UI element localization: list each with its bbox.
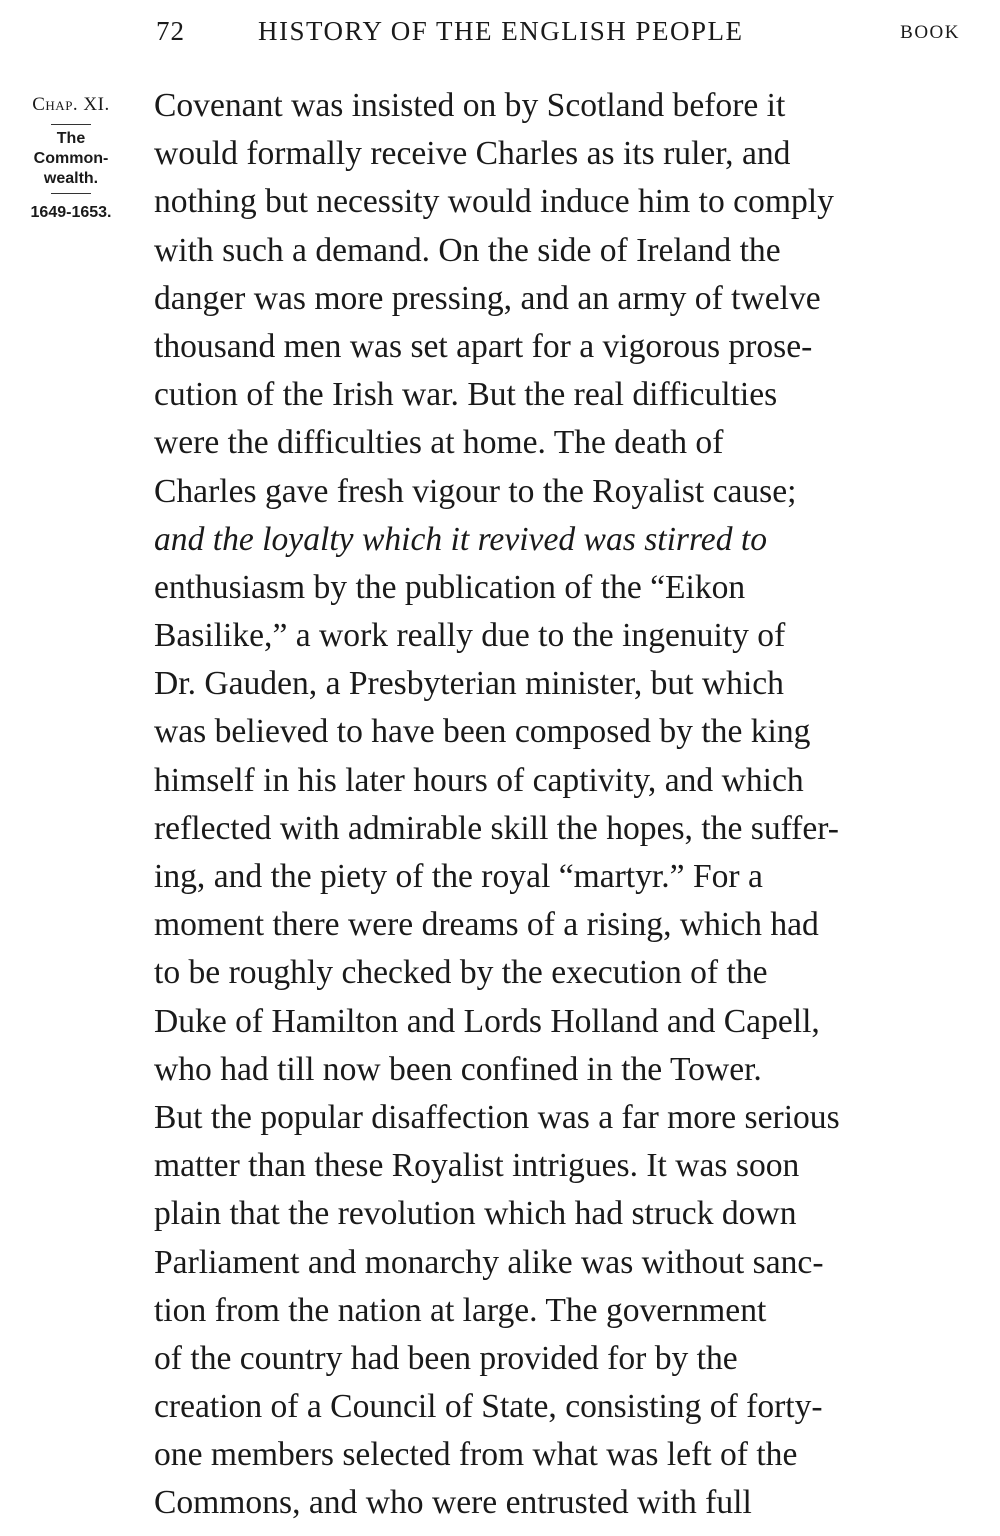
body-text xyxy=(154,82,960,1528)
margin-note xyxy=(0,90,142,224)
section-title xyxy=(0,129,142,189)
running-header xyxy=(0,12,1000,52)
section-title-line: Common- xyxy=(33,150,109,167)
text-line: of the country had been provided for by the xyxy=(154,1339,738,1377)
text-line: Duke of Hamilton and Lords Holland and Capell, xyxy=(154,1002,820,1040)
text-line: ing, and the piety of the royal “martyr.” For a xyxy=(154,858,763,895)
date-range: 1649-1653. xyxy=(30,204,112,221)
text-line: to be roughly checked by the execution of the xyxy=(154,954,768,992)
margin-rule xyxy=(51,124,91,125)
text-line: himself in his later hours of captivity, and which xyxy=(154,761,804,799)
text-line: nothing but necessity would induce him to comply xyxy=(154,183,834,221)
text-line: and the loyalty which it revived was stirred to xyxy=(154,520,768,558)
text-line: were the difficulties at home. The death of xyxy=(154,424,724,462)
text-line: one members selected from what was left of the xyxy=(154,1436,798,1474)
text-line: plain that the revolution which had struck down xyxy=(154,1195,797,1233)
text-line: Basilike,” a work really due to the ingenuity of xyxy=(154,617,786,655)
text-line: would formally receive Charles as its ruler, and xyxy=(154,135,791,173)
section-title-line: The xyxy=(56,130,86,147)
text-line: cution of the Irish war. But the real difficulties xyxy=(154,376,778,414)
book-label: BOOK xyxy=(900,22,960,43)
text-line: Dr. Gauden, a Presbyterian minister, but which xyxy=(154,665,784,703)
text-line: thousand men was set apart for a vigorous prose- xyxy=(154,327,813,365)
text-line: was believed to have been composed by the king xyxy=(154,713,811,751)
text-line: danger was more pressing, and an army of twelve xyxy=(154,279,821,317)
text-line: But the popular disaffection was a far more serious xyxy=(154,1098,840,1136)
text-line: tion from the nation at large. The government xyxy=(154,1291,767,1329)
running-title: HISTORY OF THE ENGLISH PEOPLE xyxy=(258,16,744,46)
text-line: with such a demand. On the side of Ireland the xyxy=(154,231,781,269)
text-line: Charles gave fresh vigour to the Royalist cause; xyxy=(154,472,797,510)
text-line: matter than these Royalist intrigues. It was soon xyxy=(154,1147,800,1185)
text-line: creation of a Council of State, consisting of forty- xyxy=(154,1388,823,1426)
text-line: Parliament and monarchy alike was without sanc- xyxy=(154,1243,824,1281)
margin-rule xyxy=(51,193,91,194)
chapter-label: Chap. XI. xyxy=(32,94,110,115)
text-line: who had till now been confined in the Tower. xyxy=(154,1050,762,1088)
text-line: Covenant was insisted on by Scotland before it xyxy=(154,87,786,124)
text-line: Commons, and who were entrusted with full xyxy=(154,1484,752,1522)
section-title-line: wealth. xyxy=(43,170,99,187)
text-line: moment there were dreams of a rising, which had xyxy=(154,906,819,944)
text-line: enthusiasm by the publication of the “Eikon xyxy=(154,568,746,606)
page-number: 72 xyxy=(156,16,185,46)
text-line: reflected with admirable skill the hopes, the suffer- xyxy=(154,809,839,847)
